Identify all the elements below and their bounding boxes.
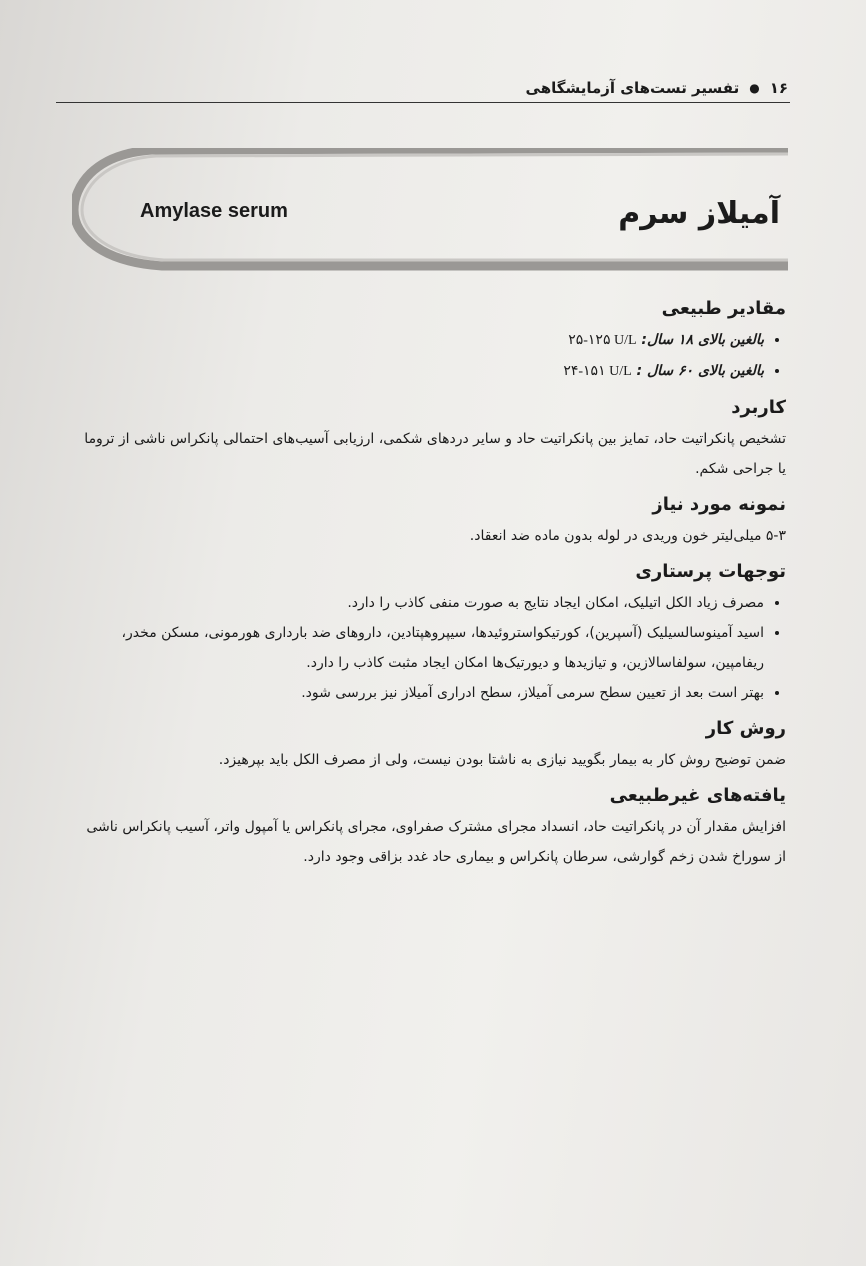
list-item bbox=[80, 356, 764, 387]
list-item: • مصرف زیاد الکل اتیلیک، امکان ایجاد نتایج به صورت منفی کاذب را دارد. bbox=[80, 588, 764, 618]
page-content bbox=[80, 288, 786, 876]
usage-text: تشخیص پانکراتیت حاد، تمایز بین پانکراتیت حاد و سایر دردهای شکمی، ارزیابی آسیب‌های احتمالی پانکراس ناشی از تروما یا جراحی شکم. bbox=[84, 431, 786, 477]
procedure-heading: روش کار bbox=[705, 718, 786, 739]
normal-values-heading: مقادیر طبیعی bbox=[661, 298, 786, 319]
book-title: تفسیر تست‌های آزمایشگاهی bbox=[525, 79, 740, 97]
normal-values-list bbox=[80, 325, 786, 387]
normal-value: ۲۵-۱۲۵ U/L bbox=[568, 333, 637, 348]
bullet-dot-icon: ● bbox=[749, 81, 760, 95]
running-header bbox=[56, 74, 788, 102]
sample-heading: نمونه مورد نیاز bbox=[652, 494, 786, 515]
nursing-list bbox=[80, 588, 786, 708]
abnormal-heading: یافته‌های غیرطبیعی bbox=[609, 785, 786, 806]
page-number: ۱۶ bbox=[769, 79, 788, 97]
procedure-text: ضمن توضیح روش کار به بیمار بگویید نیازی به ناشتا بودن نیست، ولی از مصرف الکل باید بپرهیزد. bbox=[218, 752, 786, 768]
header-rule bbox=[56, 102, 790, 103]
abnormal-text: افزایش مقدار آن در پانکراتیت حاد، انسداد مجرای مشترک صفراوی، مجرای پانکراس یا آمپول واتر، آسیب پانکراس ناشی از سوراخ شدن زخم گوارشی، سرطان پانکراس و بیماری حاد غدد بزاقی وجود دارد. bbox=[86, 819, 786, 865]
normal-value-label: بالغین بالای ۶۰ سال : bbox=[636, 363, 764, 379]
normal-value-label: بالغین بالای ۱۸ سال: bbox=[641, 332, 764, 348]
usage-heading: کاربرد bbox=[731, 397, 786, 418]
list-item: • اسید آمینوسالسیلیک (آسپرین)، کورتیکواستروئیدها، سیپروهپتادین، داروهای ضد بارداری هورمونی، مسکن مخدر، ریفامپین، سولفاسالازین، و تیازیدها و دیورتیک‌ها امکان ایجاد مثبت کاذب را دارد. bbox=[80, 618, 764, 678]
title-persian: آمیلاز سرم bbox=[618, 196, 780, 231]
list-item bbox=[80, 325, 764, 356]
sample-text: ۵-۳ میلی‌لیتر خون وریدی در لوله بدون ماده ضد انعقاد. bbox=[469, 528, 786, 544]
normal-value: ۲۴-۱۵۱ U/L bbox=[563, 364, 632, 379]
title-english: Amylase serum bbox=[140, 200, 288, 222]
nursing-heading: توجهات پرستاری bbox=[635, 561, 786, 582]
list-item: • بهتر است بعد از تعیین سطح سرمی آمیلاز، سطح ادراری آمیلاز نیز بررسی شود. bbox=[80, 678, 764, 708]
